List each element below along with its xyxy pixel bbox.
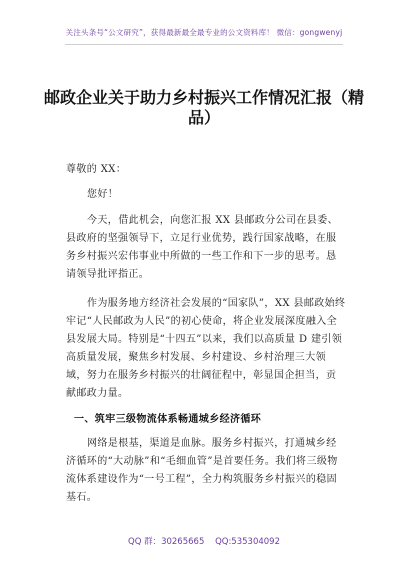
- paragraph-1: 今天，借此机会，向您汇报 XX 县邮政分公司在县委、县政府的坚强领导下，立足行业优势，践行国家战略，在服务乡村振兴宏伟事业中所做的一些工作和下一步的思考。恳请领导批评指正。: [66, 215, 338, 280]
- header-promo-note: 关注头条号“公文研究”，获得最新最全最专业的公文资料库！ 微信：gongwenyj: [65, 28, 343, 37]
- greeting: 您好！: [87, 189, 119, 200]
- footer-qq-group: QQ 群：30265665: [128, 537, 205, 547]
- section-heading-1: 一、筑牢三级物流体系畅通城乡经济循环: [74, 414, 262, 425]
- footer-contact: [0, 535, 408, 547]
- document-title: 邮政企业关于助力乡村振兴工作情况汇报（精品）: [43, 88, 364, 127]
- footer-qq-number: QQ:535304092: [215, 537, 280, 547]
- paragraph-2: 作为服务地方经济社会发展的“国家队”，XX 县邮政始终牢记“人民邮政为人民”的初心使命，将企业发展深度融入全县发展大局。特别是“十四五”以来，我们以高质量 D 建引领高质量发展，聚焦乡村发展、乡村建设、乡村治理三大领域，努力在服务乡村振兴的壮阔征程中，彰显国企担当，贡献邮政力量。: [66, 298, 346, 399]
- header-divider: [65, 44, 343, 45]
- paragraph-3: 网络是根基，渠道是血脉。服务乡村振兴，打通城乡经济循环的“大动脉”和“毛细血管”是首要任务。我们将三级物流体系建设作为“一号工程”，全力构筑服务乡村振兴的稳固基石。: [66, 438, 338, 503]
- salutation: 尊敬的 XX：: [66, 164, 127, 175]
